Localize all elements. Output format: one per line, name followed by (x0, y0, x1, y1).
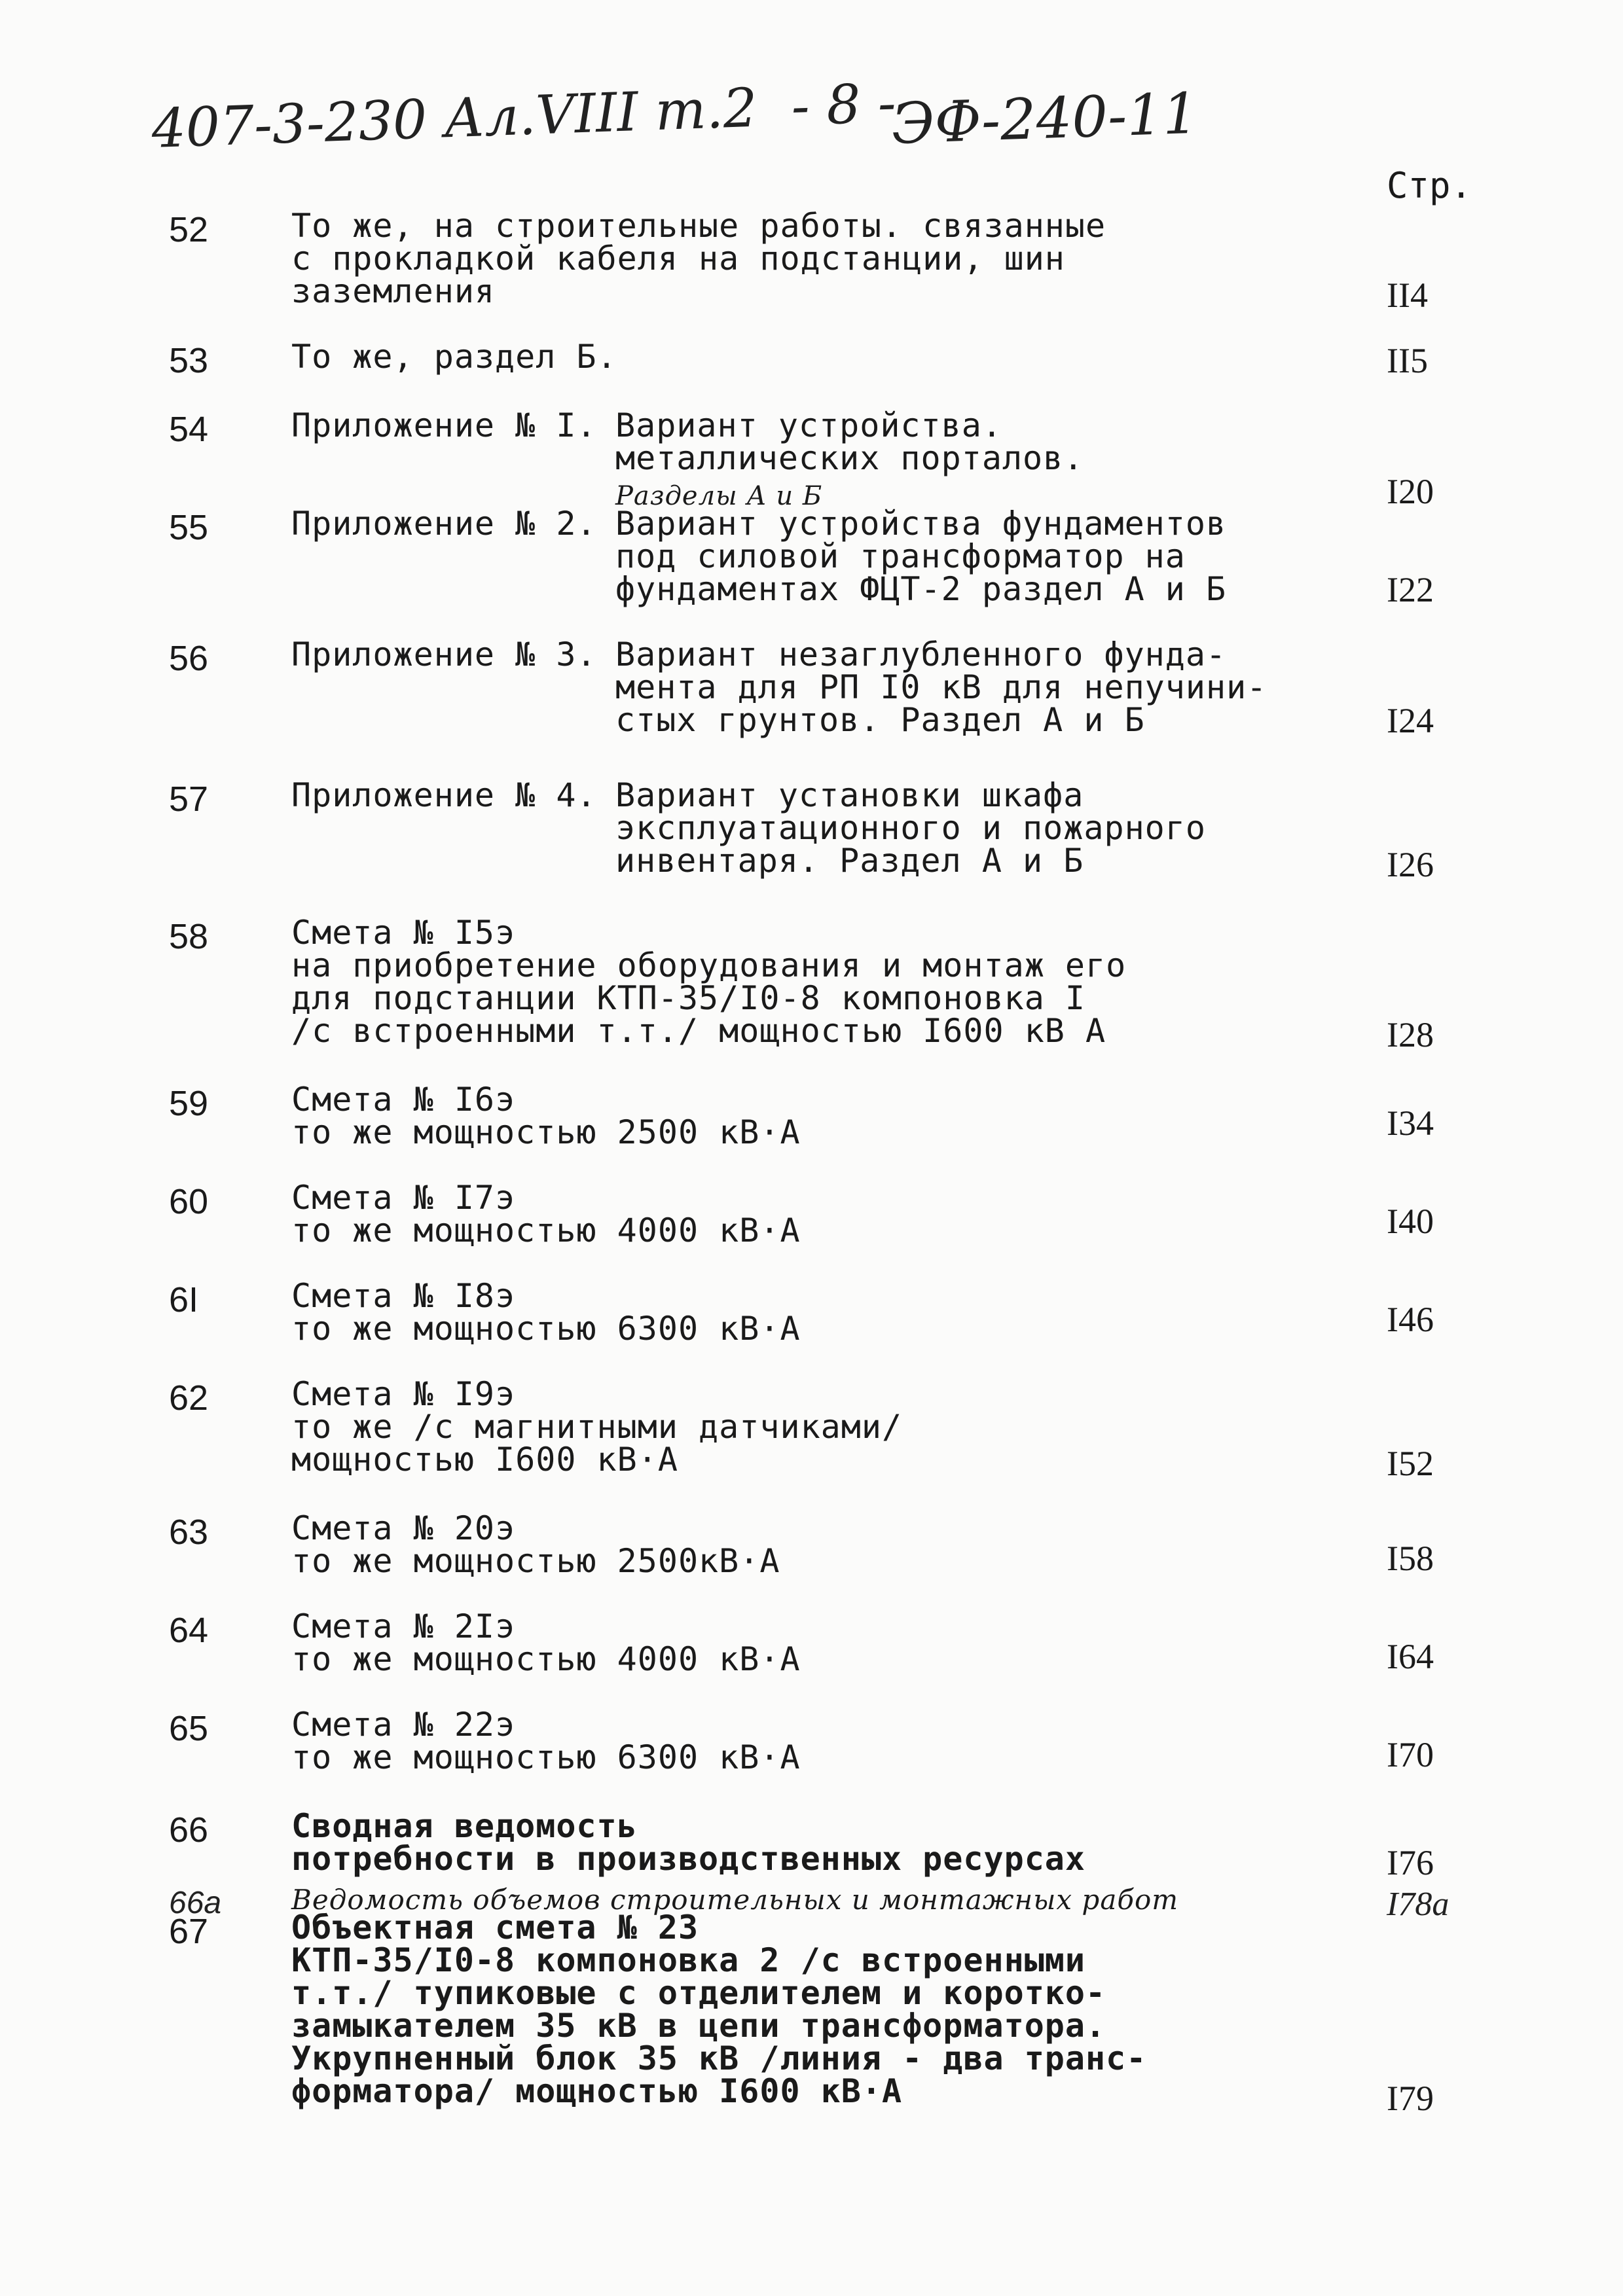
entry-text: Вариант установки шкафа эксплуатационного и пожарного инвентаря. Раздел А и Б (615, 776, 1206, 880)
entry-number: 64 (169, 1611, 209, 1650)
entry-page: I70 (1387, 1735, 1434, 1774)
entry-number: 66 (169, 1810, 209, 1850)
entry-page: I28 (1387, 1015, 1434, 1054)
entry-text: Вариант устройства. металлических порталов. (615, 406, 1084, 477)
entry-text: Смета № I6э то же мощностью 2500 кВ·А (291, 1081, 801, 1151)
entry-number: 60 (169, 1182, 209, 1221)
entry-page: I52 (1387, 1444, 1434, 1483)
entry-number: 62 (169, 1378, 209, 1418)
entry-text: Вариант незаглубленного фунда- мента для РП I0 кВ для непучини- стых грунтов. Раздел А и Б (615, 636, 1267, 739)
appendix-label: Приложение № 2. (291, 505, 597, 543)
entry-number: 53 (169, 341, 209, 380)
entry-page: I76 (1387, 1843, 1434, 1882)
entry-text: Смета № I5э на приобретение оборудования и монтаж его для подстанции КТП-35/I0-8 компоновка I /с встроенными т.т./ мощностью I600 кВ А (291, 914, 1127, 1050)
document-reference: ЭФ-240-11 (890, 81, 1200, 157)
entry-page: I79 (1387, 2079, 1434, 2118)
entry-number: 67 (169, 1912, 209, 1951)
entry-text: Сводная ведомость потребности в производственных ресурсах (291, 1807, 1085, 1878)
project-code-handwritten (151, 72, 897, 160)
entry-page: I24 (1387, 701, 1434, 740)
entry-text: То же, на строительные работы. связанные с прокладкой кабеля на подстанции, шин заземления (291, 207, 1106, 310)
entry-page: I40 (1387, 1202, 1434, 1241)
entry-page: I58 (1387, 1539, 1434, 1578)
appendix-label: Приложение № 4. (291, 776, 597, 814)
entry-text: Вариант устройства фундаментов под силовой трансформатор на фундаментах ФЦТ-2 раздел А и Б (615, 505, 1227, 608)
entry-page: I34 (1387, 1103, 1434, 1143)
entry-number: 58 (169, 917, 209, 956)
entry-text: Смета № 22э то же мощностью 6300 кВ·А (291, 1706, 801, 1776)
entry-number: 52 (169, 210, 209, 249)
entry-text: Смета № 2Iэ то же мощностью 4000 кВ·А (291, 1607, 801, 1678)
appendix-label: Приложение № I. (291, 406, 597, 444)
entry-number: 57 (169, 780, 209, 819)
entry-page: I22 (1387, 570, 1434, 609)
entry-page: I46 (1387, 1300, 1434, 1339)
entry-text: Смета № I8э то же мощностью 6300 кВ·А (291, 1277, 801, 1348)
appendix-label: Приложение № 3. (291, 636, 597, 673)
entry-note: Разделы А и Б (615, 481, 823, 511)
entry-page: I20 (1387, 472, 1434, 511)
entry-text: Смета № I7э то же мощностью 4000 кВ·А (291, 1179, 801, 1249)
entry-number: 56 (169, 639, 209, 678)
entry-page: II4 (1387, 276, 1428, 315)
entry-number: 59 (169, 1084, 209, 1123)
entry-page: I78а (1387, 1886, 1450, 1923)
entry-page: I64 (1387, 1637, 1434, 1676)
entry-number: 6I (169, 1280, 199, 1319)
entry-text: То же, раздел Б. (291, 338, 617, 376)
page-column-title: Стр. (1387, 165, 1472, 206)
entry-text: Смета № 20э то же мощностью 2500кВ·А (291, 1509, 780, 1580)
entry-number: 65 (169, 1709, 209, 1748)
project-code: 407-3-230 Ал.VIII т.2 (151, 77, 759, 160)
entry-number: 55 (169, 508, 209, 547)
entry-number: 66а (169, 1886, 222, 1920)
entry-page: II5 (1387, 341, 1428, 380)
entry-page: I26 (1387, 845, 1434, 884)
entry-text: Объектная смета № 23 КТП-35/I0-8 компоновка 2 /с встроенными т.т./ тупиковые с отделителем и коротко- замыкателем 35 кВ в цепи трансформатора. Укрупненный блок 35 кВ /линия - два транс- форматора/ мощностью I600 кВ·А (291, 1909, 1147, 2110)
page-marker: - 8 - (790, 72, 897, 138)
entry-number: 63 (169, 1513, 209, 1552)
entry-text: Ведомость объемов строительных и монтажных работ (291, 1884, 1179, 1916)
entry-text: Смета № I9э то же /с магнитными датчиками/ мощностью I600 кВ·А (291, 1375, 903, 1479)
entry-number: 54 (169, 410, 209, 449)
